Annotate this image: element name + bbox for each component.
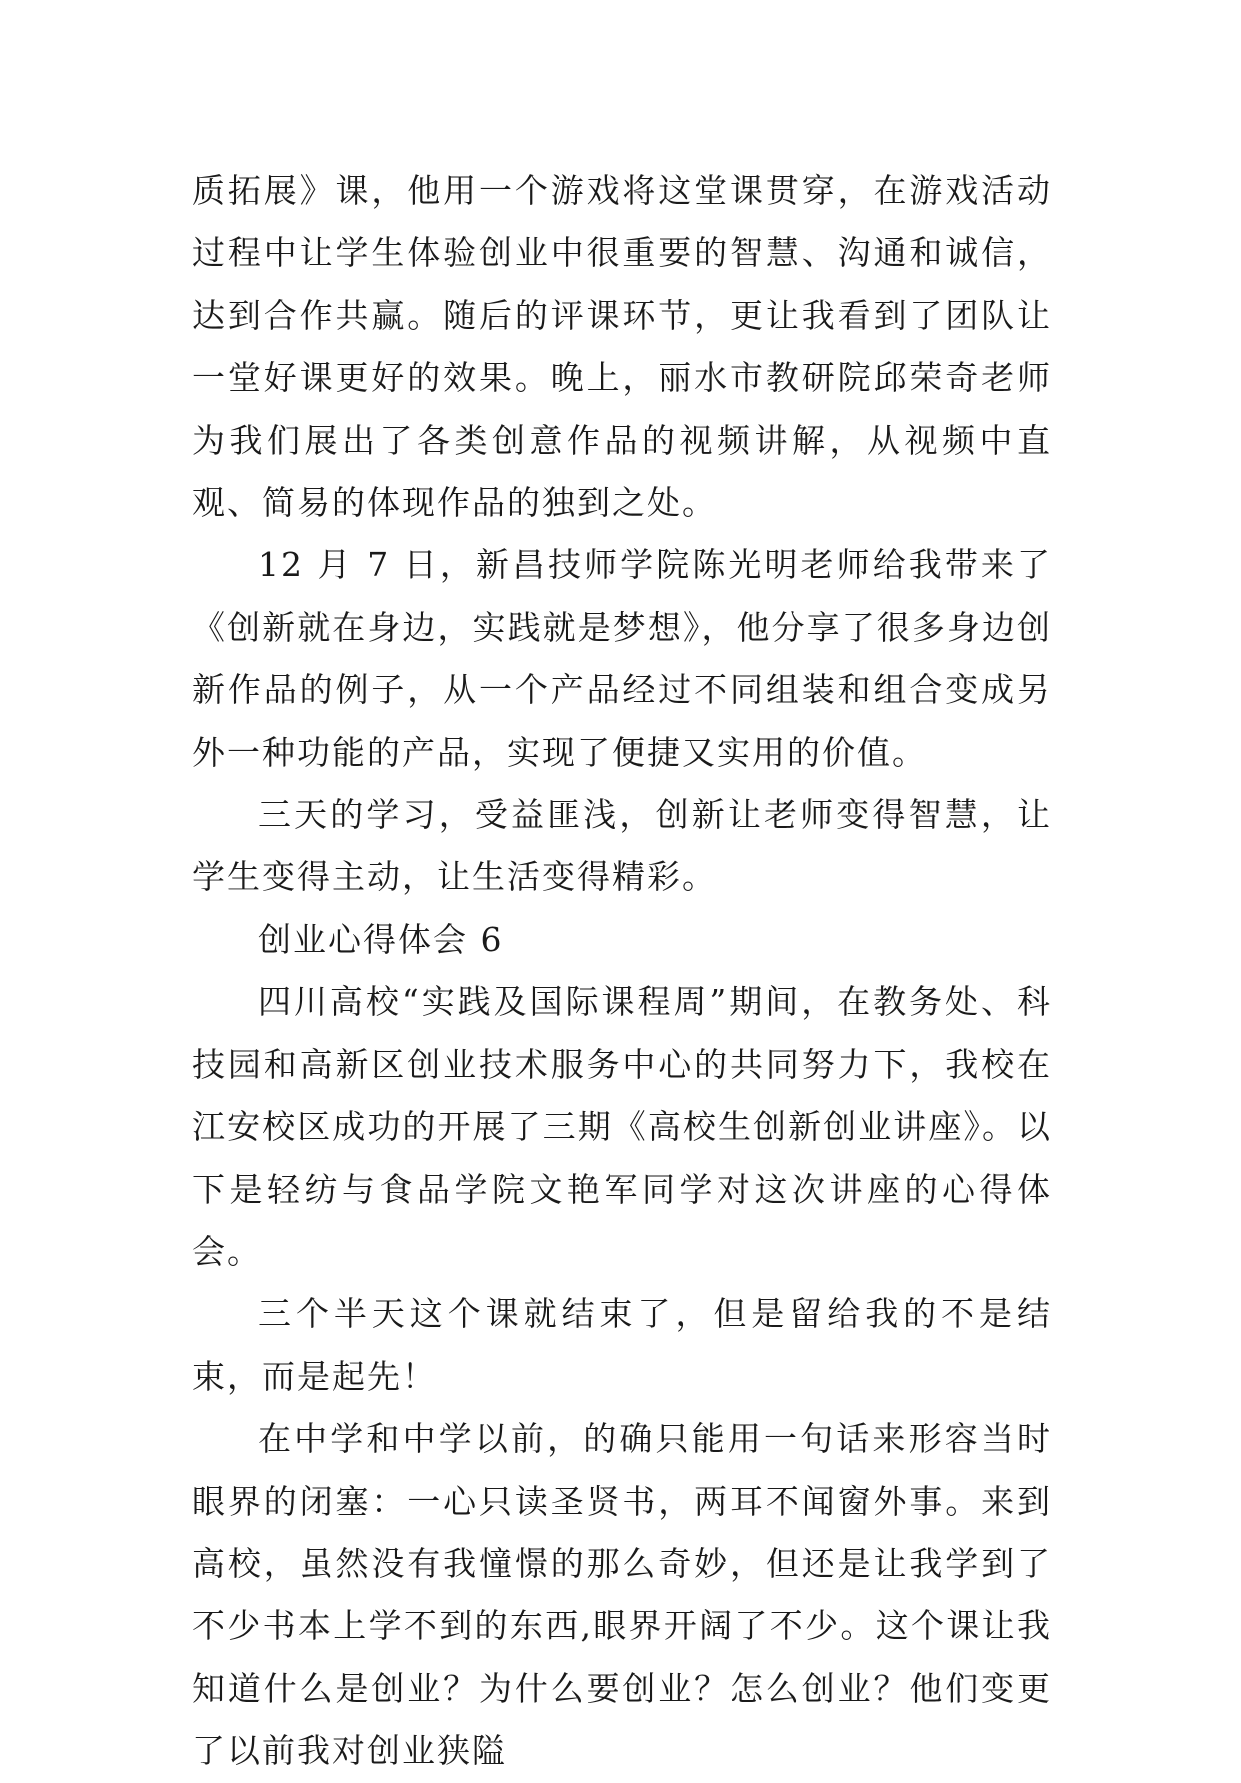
paragraph-continuation: 质拓展》课，他用一个游戏将这堂课贯穿，在游戏活动过程中让学生体验创业中很重要的智慧、沟通和诚信，达到合作共赢。随后的评课环节，更让我看到了团队让一堂好课更好的效果。晚上，丽水市教研院邱荣奇老师为我们展出了各类创意作品的视频讲解，从视频中直观、简易的体现作品的独到之处。	[192, 171, 1052, 523]
paragraph-dec7-lecture: 12 月 7 日，新昌技师学院陈光明老师给我带来了《创新就在身边，实践就是梦想》，他分享了很多身边创新作品的例子，从一个产品经过不同组装和组合变成另外一种功能的产品，实现了便捷又实用的价值。	[192, 545, 1052, 772]
paragraph-start: 三个半天这个课就结束了，但是留给我的不是结束，而是起先！	[192, 1294, 1052, 1396]
paragraph-intro: 四川高校“实践及国际课程周”期间，在教务处、科技园和高新区创业技术服务中心的共同努力下，我校在江安校区成功的开展了三期《高校生创新创业讲座》。以下是轻纺与食品学院文艳军同学对这次讲座的心得体会。	[192, 982, 1052, 1271]
paragraph-reflection: 在中学和中学以前，的确只能用一句话来形容当时眼界的闭塞：一心只读圣贤书，两耳不闻窗外事。来到高校，虽然没有我憧憬的那么奇妙，但还是让我学到了不少书本上学不到的东西,眼界开阔了不少。这个课让我知道什么是创业？为什么要创业？怎么创业？他们变更了以前我对创业狭隘	[192, 1419, 1052, 1771]
document-body	[192, 160, 1052, 1783]
paragraph-summary: 三天的学习，受益匪浅，创新让老师变得智慧，让学生变得主动，让生活变得精彩。	[192, 795, 1052, 897]
section-heading: 创业心得体会 6	[258, 919, 504, 959]
